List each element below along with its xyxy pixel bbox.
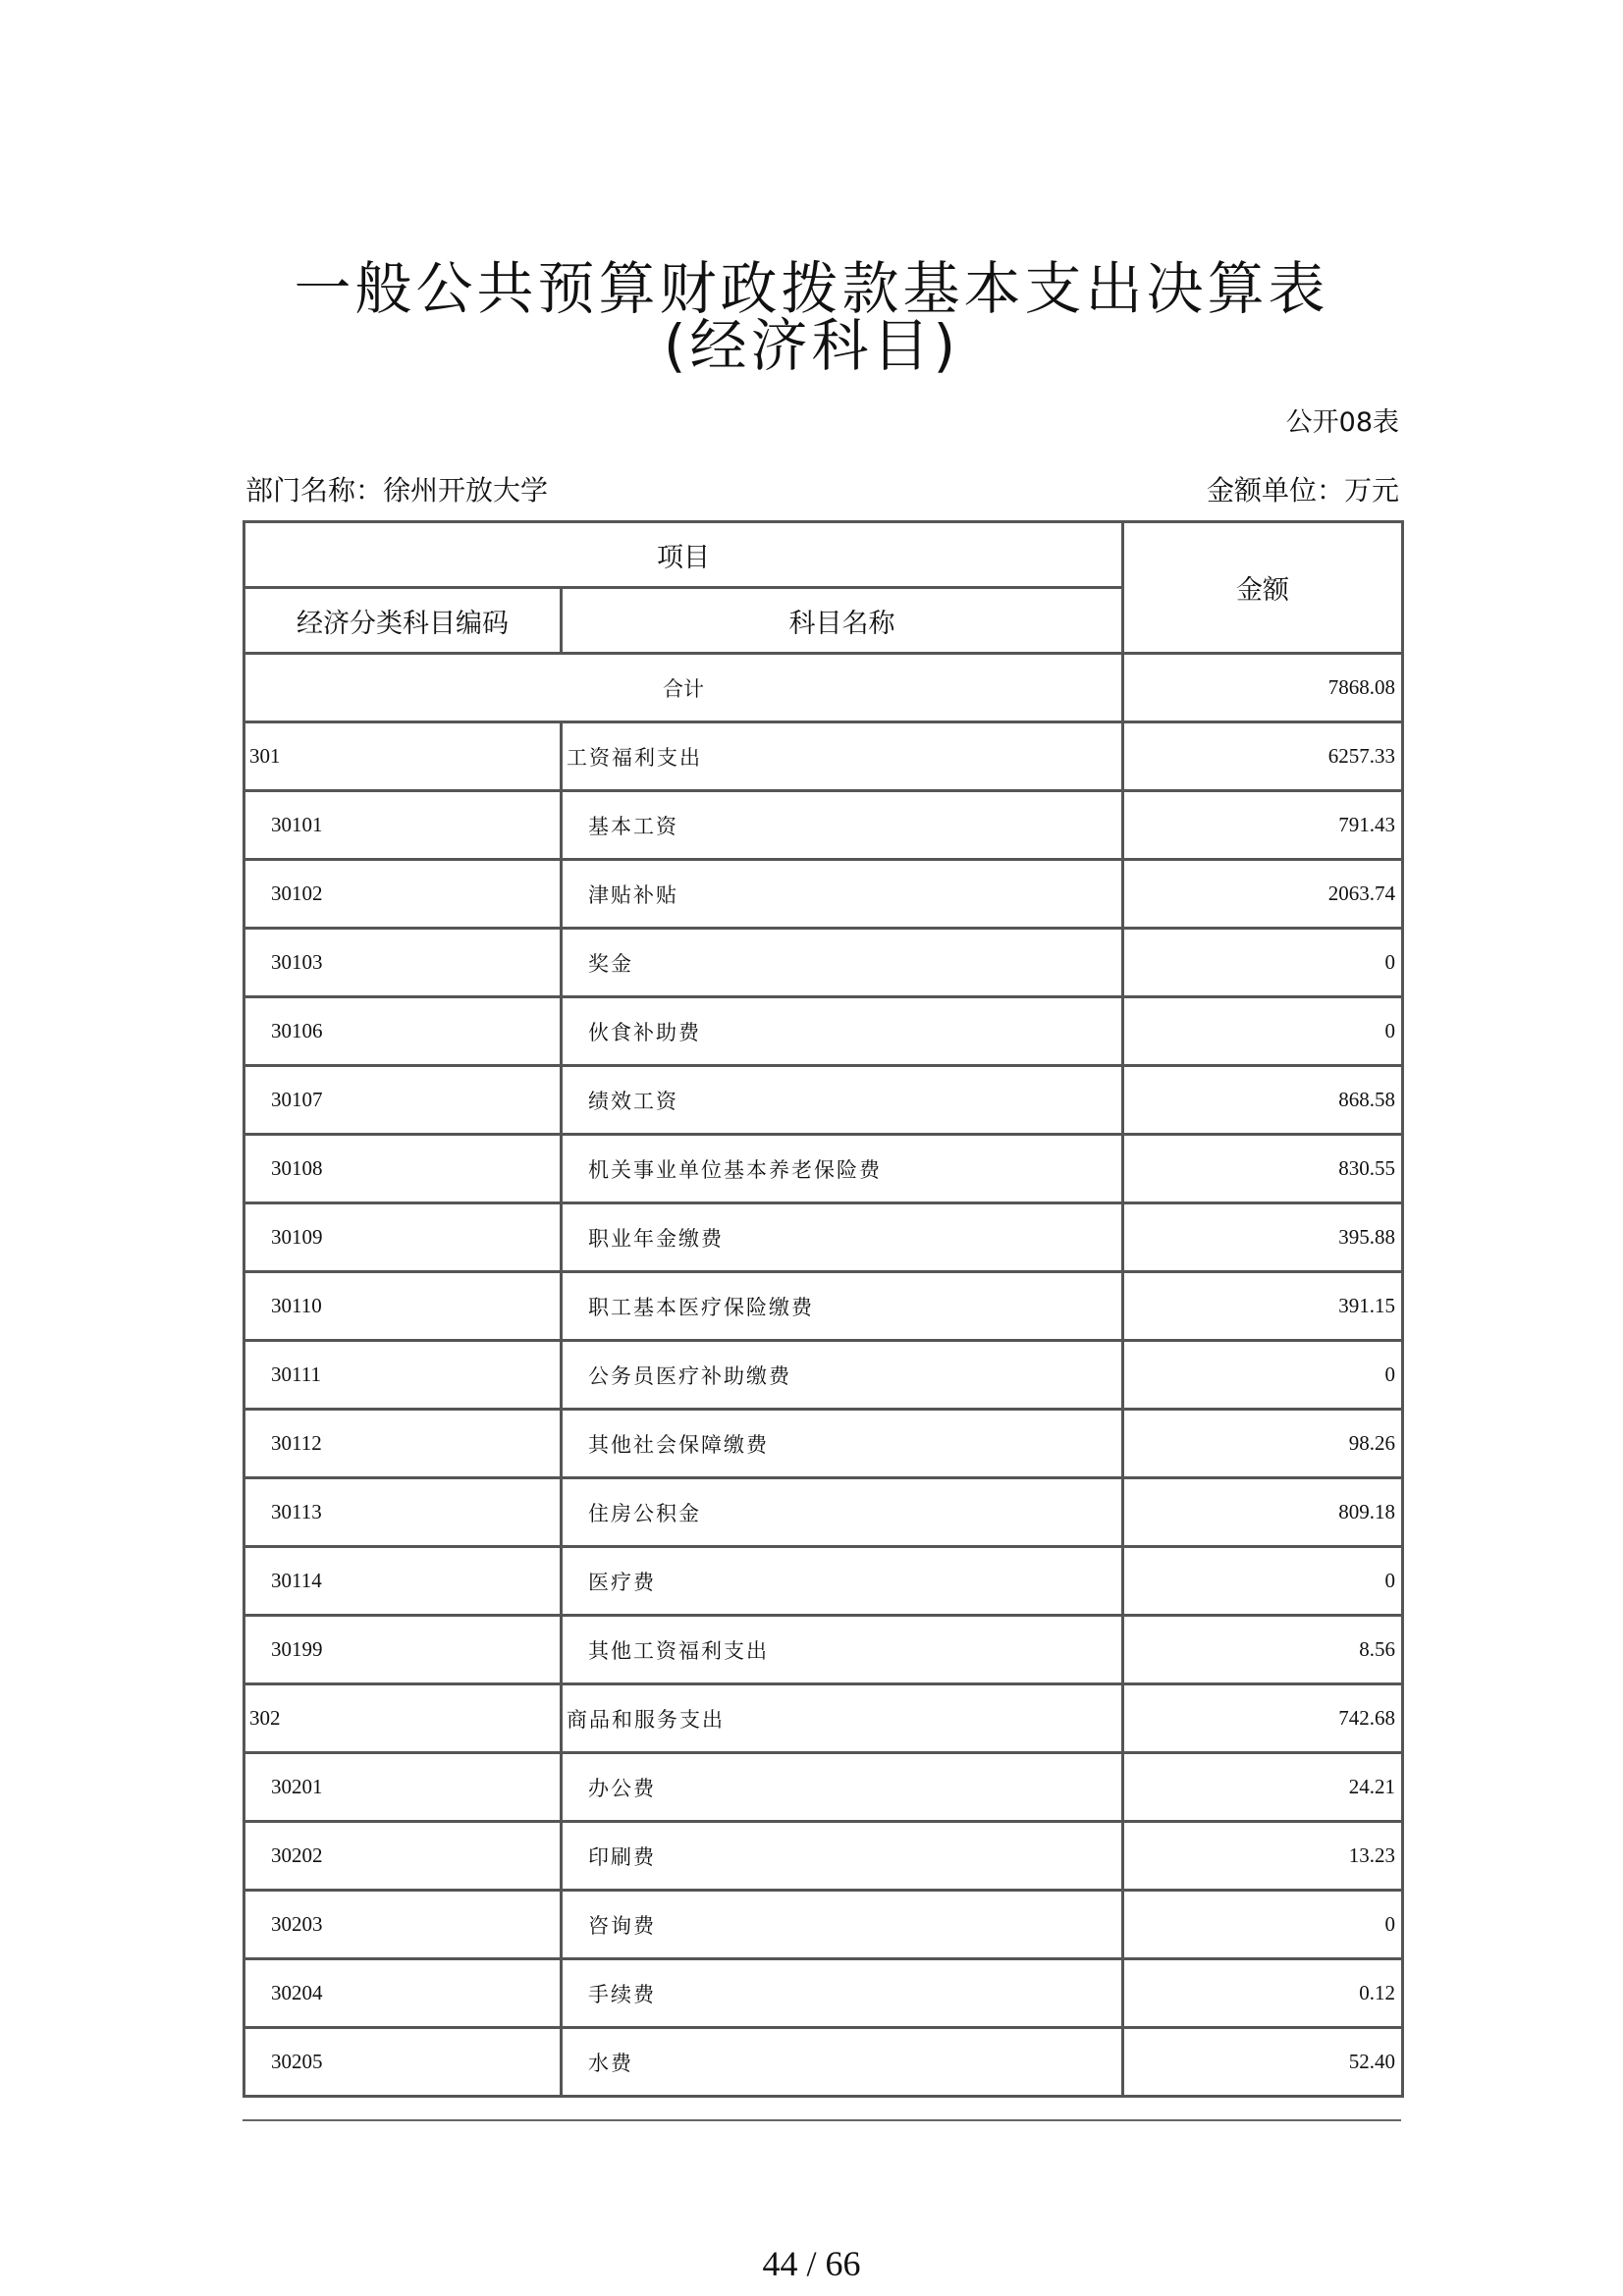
table-row [244, 1891, 1403, 1959]
footer-divider [243, 2119, 1401, 2121]
table-row [244, 1547, 1403, 1616]
table-row [244, 1272, 1403, 1341]
row-code: 30201 [244, 1753, 562, 1822]
row-code: 30103 [244, 929, 562, 997]
row-amount: 742.68 [1123, 1684, 1403, 1753]
table-row [244, 1066, 1403, 1135]
row-code: 30199 [244, 1616, 562, 1684]
row-amount: 868.58 [1123, 1066, 1403, 1135]
row-name: 咨询费 [562, 1891, 1123, 1959]
table-row [244, 1684, 1403, 1753]
row-name: 办公费 [562, 1753, 1123, 1822]
table-row [244, 2028, 1403, 2097]
amount-unit: 金额单位：万元 [1206, 474, 1399, 507]
row-amount: 6257.33 [1123, 722, 1403, 791]
row-code: 30205 [244, 2028, 562, 2097]
row-amount: 52.40 [1123, 2028, 1403, 2097]
department-name: 部门名称：徐州开放大学 [245, 474, 549, 507]
form-number: 公开08表 [1285, 407, 1399, 438]
row-name: 印刷费 [562, 1822, 1123, 1891]
row-name: 其他工资福利支出 [562, 1616, 1123, 1684]
row-name: 职工基本医疗保险缴费 [562, 1272, 1123, 1341]
row-code: 301 [244, 722, 562, 791]
page-subtitle: (经济科目) [663, 312, 960, 379]
table-row [244, 1478, 1403, 1547]
row-name: 公务员医疗补助缴费 [562, 1341, 1123, 1410]
row-amount: 830.55 [1123, 1135, 1403, 1203]
row-amount: 0.12 [1123, 1959, 1403, 2028]
row-code: 30109 [244, 1203, 562, 1272]
header-amount: 金额 [1123, 522, 1403, 654]
row-code: 30114 [244, 1547, 562, 1616]
row-code: 30102 [244, 860, 562, 929]
table-row [244, 997, 1403, 1066]
table-row [244, 1822, 1403, 1891]
row-name: 基本工资 [562, 791, 1123, 860]
row-name: 津贴补贴 [562, 860, 1123, 929]
row-name: 机关事业单位基本养老保险费 [562, 1135, 1123, 1203]
table-row [244, 1341, 1403, 1410]
row-code: 30110 [244, 1272, 562, 1341]
table-row [244, 1135, 1403, 1203]
row-name: 手续费 [562, 1959, 1123, 2028]
header-code: 经济分类科目编码 [244, 588, 562, 654]
row-name: 职业年金缴费 [562, 1203, 1123, 1272]
row-amount: 0 [1123, 1891, 1403, 1959]
row-name: 绩效工资 [562, 1066, 1123, 1135]
row-name: 水费 [562, 2028, 1123, 2097]
row-amount: 8.56 [1123, 1616, 1403, 1684]
row-amount: 2063.74 [1123, 860, 1403, 929]
row-name: 伙食补助费 [562, 997, 1123, 1066]
row-amount: 13.23 [1123, 1822, 1403, 1891]
total-row [244, 654, 1403, 722]
header-name: 科目名称 [562, 588, 1123, 654]
row-name: 其他社会保障缴费 [562, 1410, 1123, 1478]
total-amount: 7868.08 [1123, 654, 1403, 722]
row-code: 30111 [244, 1341, 562, 1410]
expenditure-table [243, 520, 1404, 2098]
row-code: 30202 [244, 1822, 562, 1891]
row-code: 30107 [244, 1066, 562, 1135]
row-amount: 0 [1123, 929, 1403, 997]
row-name: 住房公积金 [562, 1478, 1123, 1547]
table-row [244, 1203, 1403, 1272]
row-name: 医疗费 [562, 1547, 1123, 1616]
row-amount: 0 [1123, 1341, 1403, 1410]
table-row [244, 1616, 1403, 1684]
row-name: 奖金 [562, 929, 1123, 997]
table-row [244, 1959, 1403, 2028]
header-item-group: 项目 [244, 522, 1123, 588]
page-title: 一般公共预算财政拨款基本支出决算表 [294, 255, 1329, 322]
table-row [244, 1753, 1403, 1822]
row-code: 30108 [244, 1135, 562, 1203]
row-code: 30204 [244, 1959, 562, 2028]
row-amount: 391.15 [1123, 1272, 1403, 1341]
row-name: 商品和服务支出 [562, 1684, 1123, 1753]
table-row [244, 722, 1403, 791]
row-amount: 0 [1123, 997, 1403, 1066]
table-row [244, 860, 1403, 929]
row-name: 工资福利支出 [562, 722, 1123, 791]
table-row [244, 929, 1403, 997]
row-code: 30203 [244, 1891, 562, 1959]
row-amount: 0 [1123, 1547, 1403, 1616]
row-amount: 24.21 [1123, 1753, 1403, 1822]
row-code: 302 [244, 1684, 562, 1753]
row-amount: 791.43 [1123, 791, 1403, 860]
table-row [244, 791, 1403, 860]
row-amount: 395.88 [1123, 1203, 1403, 1272]
table-row [244, 1410, 1403, 1478]
row-amount: 98.26 [1123, 1410, 1403, 1478]
row-amount: 809.18 [1123, 1478, 1403, 1547]
row-code: 30113 [244, 1478, 562, 1547]
row-code: 30112 [244, 1410, 562, 1478]
page-number: 44 / 66 [762, 2244, 861, 2283]
row-code: 30106 [244, 997, 562, 1066]
total-label: 合计 [244, 654, 1123, 722]
row-code: 30101 [244, 791, 562, 860]
